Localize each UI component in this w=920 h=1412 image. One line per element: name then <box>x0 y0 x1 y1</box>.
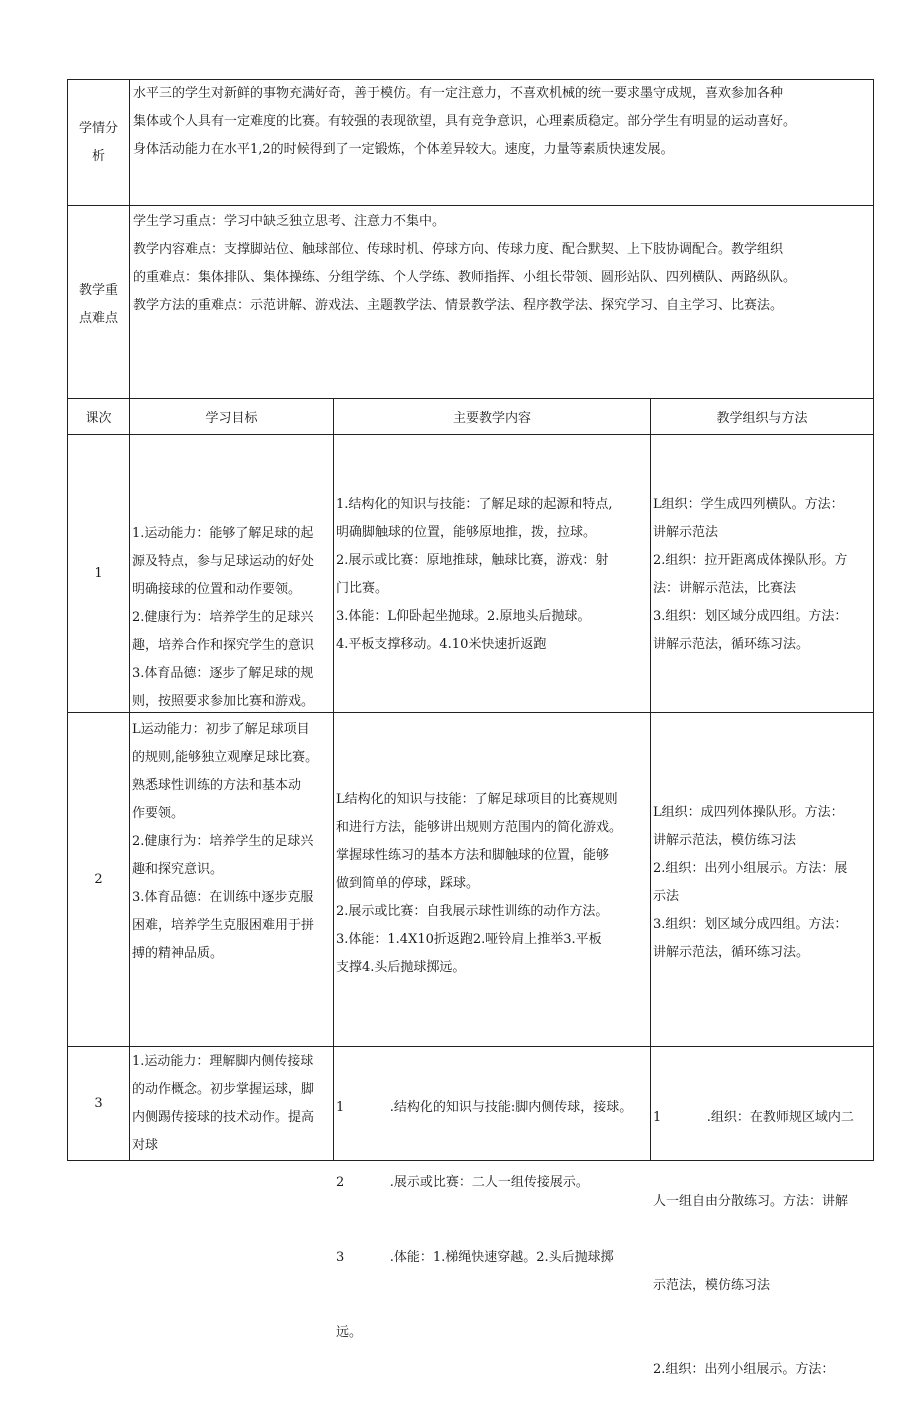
content-line: L结构化的知识与技能：了解足球项目的比赛规则 <box>336 792 618 807</box>
content-line: 2.展示或比赛：自我展示球性训练的动作方法。 <box>336 904 609 919</box>
lesson-content <box>336 786 649 982</box>
key-points-label-line2: 点难点 <box>78 311 118 326</box>
key-points-label <box>68 280 129 330</box>
goal-line: 1.运动能力：能够了解足球的起 <box>132 526 314 541</box>
method-line: 1 .组织：在教师规区域内二 <box>653 1110 854 1125</box>
content-line: 3 .体能：1.梯绳快速穿越。2.头后抛球掷 <box>336 1250 614 1265</box>
method-line: 法：讲解示范法，比赛法 <box>653 581 797 596</box>
goal-line: 2.健康行为：培养学生的足球兴 <box>132 834 314 849</box>
goal-line: 熟悉球性训练的方法和基本动 <box>132 778 302 793</box>
goal-line: 源及特点，参与足球运动的好处 <box>132 554 315 569</box>
lesson-number: 2 <box>94 872 103 887</box>
content-line: 远。 <box>336 1325 363 1340</box>
lesson-method <box>653 799 873 967</box>
goal-line: 2.健康行为：培养学生的足球兴 <box>132 610 314 625</box>
content-line: 门比赛。 <box>336 581 389 596</box>
method-line: 讲解示范法，模仿练习法 <box>653 833 797 848</box>
header-content: 主要教学内容 <box>452 411 531 426</box>
key-points-line: 的重难点：集体排队、集体操练、分组学练、个人学练、教师指挥、小组长带领、圆形站队、四列横队、两路纵队。 <box>133 270 797 285</box>
method-line: 2.组织：拉开距离成体操队形。方 <box>653 553 848 568</box>
lesson-goals <box>132 716 332 968</box>
goal-line: 则，按照要求参加比赛和游戏。 <box>132 694 315 709</box>
goal-line: L运动能力：初步了解足球项目 <box>132 722 310 737</box>
goal-line: 对球 <box>132 1138 159 1153</box>
goal-line: 趣，培养合作和探究学生的意识 <box>132 638 315 653</box>
header-method: 教学组织与方法 <box>716 411 808 426</box>
goal-line: 的动作概念。初步掌握运球，脚 <box>132 1082 315 1097</box>
header-goals: 学习目标 <box>205 411 258 426</box>
goal-line: 明确接球的位置和动作要领。 <box>132 582 302 597</box>
content-line: 2 .展示或比赛：二人一组传接展示。 <box>336 1175 589 1190</box>
analysis-line: 集体或个人具有一定难度的比赛。有较强的表现欲望，具有竞争意识，心理素质稳定。部分学生有明显的运动喜好。 <box>133 114 797 129</box>
content-line: 2.展示或比赛：原地推球，触球比赛，游戏：射 <box>336 553 609 568</box>
content-line: 1 .结构化的知识与技能:脚内侧传球，接球。 <box>336 1100 633 1115</box>
content-line: 4.平板支撑移动。4.10米快速折返跑 <box>336 637 547 652</box>
method-line: 讲解示范法 <box>653 525 719 540</box>
goal-line: 的规则,能够独立观摩足球比赛。 <box>132 750 319 765</box>
goal-line: 作要领。 <box>132 806 185 821</box>
lesson-number: 3 <box>94 1096 103 1111</box>
goal-line: 3.体育品德：在训练中逐步克服 <box>132 890 314 905</box>
lesson-method <box>653 491 873 659</box>
content-line: 3.体能：L仰卧起坐抛球。2.原地头后抛球。 <box>336 609 591 624</box>
content-line: 1.结构化的知识与技能：了解足球的起源和特点, <box>336 497 613 512</box>
key-points-divider <box>129 205 130 399</box>
lesson-content <box>336 1045 649 1370</box>
content-line: 支撑4.头后抛球掷远。 <box>336 960 466 975</box>
content-line: 做到简单的停球，踩球。 <box>336 876 480 891</box>
method-line: 讲解示范法，循环练习法。 <box>653 945 810 960</box>
key-points-text <box>133 208 873 320</box>
content-line: 掌握球性练习的基本方法和脚触球的位置，能够 <box>336 848 610 863</box>
key-points-label-line1: 教学重 <box>78 283 118 298</box>
method-line: 示范法，模仿练习法 <box>653 1278 771 1293</box>
key-points-line: 教学方法的重难点：示范讲解、游戏法、主题教学法、情景教学法、程序教学法、探究学习、自主学习、比赛法。 <box>133 298 784 313</box>
content-line: 3.体能：1.4X10折返跑2.哑铃肩上推举3.平板 <box>336 932 602 947</box>
method-line: L组织：学生成四列横队。方法： <box>653 497 844 512</box>
goal-line: 困难，培养学生克服困难用于拼 <box>132 918 315 933</box>
goal-line: 1.运动能力：理解脚内侧传接球 <box>132 1054 314 1069</box>
lesson-number: 1 <box>94 566 103 581</box>
goal-line: 内侧踢传接球的技术动作。提高 <box>132 1110 315 1125</box>
header-lesson: 课次 <box>85 411 112 426</box>
method-line: 2.组织：出列小组展示。方法： <box>653 1362 835 1377</box>
method-line: 人一组自由分散练习。方法：讲解 <box>653 1194 849 1209</box>
goal-line: 3.体育品德：逐步了解足球的规 <box>132 666 314 681</box>
analysis-line: 水平三的学生对新鲜的事物充满好奇，善于模仿。有一定注意力，不喜欢机械的统一要求墨守成规，喜欢参加各种 <box>133 86 784 101</box>
method-line: 2.组织：出列小组展示。方法：展 <box>653 861 848 876</box>
key-points-line: 学生学习重点：学习中缺乏独立思考、注意力不集中。 <box>133 214 446 229</box>
method-line: 讲解示范法，循环练习法。 <box>653 637 810 652</box>
analysis-label <box>68 118 129 168</box>
lesson-goals <box>132 1048 332 1160</box>
analysis-divider <box>129 79 130 206</box>
content-line: 和进行方法，能够讲出规则方范围内的简化游戏。 <box>336 820 623 835</box>
method-line: 3.组织：划区域分成四组。方法： <box>653 917 848 932</box>
key-points-line: 教学内容难点：支撑脚站位、触球部位、传球时机、停球方向、传球力度、配合默契、上下肢协调配合。教学组织 <box>133 242 784 257</box>
analysis-line: 身体活动能力在水平1,2的时候得到了一定锻炼，个体差异较大。速度，力量等素质快速发展。 <box>133 142 674 157</box>
analysis-text <box>133 80 873 164</box>
analysis-label-line1: 学情分 <box>78 121 118 136</box>
lesson-content <box>336 491 649 659</box>
content-line: 明确脚触球的位置，能够原地推，拨，拉球。 <box>336 525 597 540</box>
goal-line: 趣和探究意识。 <box>132 862 224 877</box>
method-line: L组织：成四列体操队形。方法： <box>653 805 844 820</box>
analysis-label-line2: 析 <box>91 149 105 164</box>
method-line: 示法 <box>653 889 680 904</box>
method-line: 3.组织：划区域分成四组。方法： <box>653 609 848 624</box>
lesson-method <box>653 1048 873 1412</box>
goal-line: 搏的精神品质。 <box>132 946 224 961</box>
row-divider-header <box>67 434 874 435</box>
lesson-goals <box>132 520 332 716</box>
